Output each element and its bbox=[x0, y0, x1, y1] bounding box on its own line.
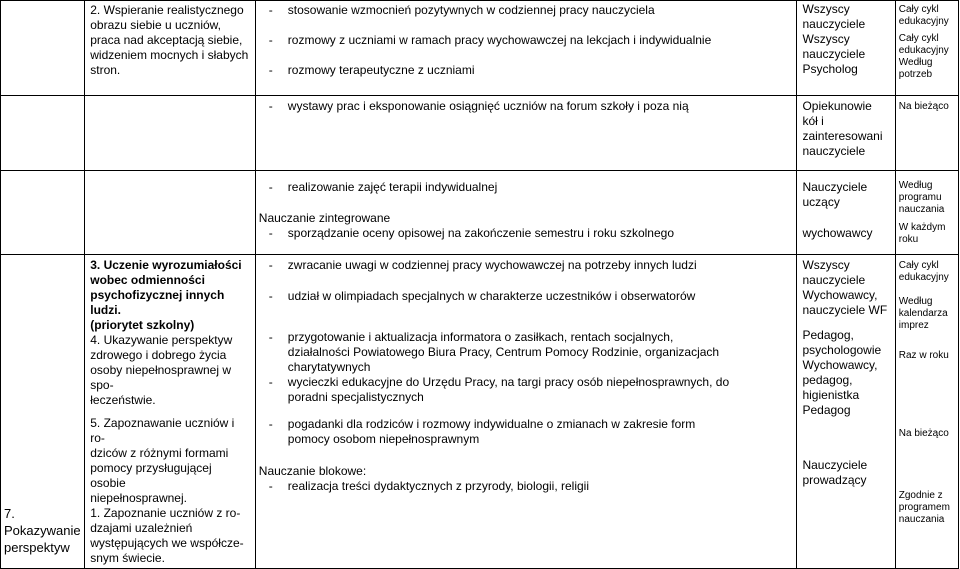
list-item: - realizowanie zajęć terapii indywidualnej bbox=[268, 180, 498, 194]
responsible-cell: Opiekunowie kół i zainteresowani nauczyciele bbox=[797, 96, 895, 171]
deadline-cell: Według programu nauczania W każdym roku bbox=[895, 171, 958, 255]
section-heading: Nauczanie zintegrowane bbox=[258, 211, 391, 225]
responsible-cell: Wszyscy nauczyciele Wychowawcy, nauczyciele WF Pedagog, psychologowie Wychowawcy, pedagog, higienistka Pedagog Nauczyciele prowadzący bbox=[797, 255, 895, 569]
responsible-cell: Nauczyciele uczący wychowawcy bbox=[797, 171, 895, 255]
area-cell: 7. Pokazywanie perspektyw bbox=[1, 255, 85, 569]
task-priority: 3. Uczenie wyrozumiałości wobec odmienności psychofizycznej innych ludzi. (priorytet szkolny) bbox=[90, 258, 242, 332]
list-item: - stosowanie wzmocnień pozytywnych w codziennej pracy nauczyciela bbox=[268, 3, 655, 17]
responsible-cell: Wszyscy nauczyciele Wszyscy nauczyciele Psycholog bbox=[797, 1, 895, 96]
task-cell bbox=[85, 255, 256, 569]
list-item: - wycieczki edukacyjne do Urzędu Pracy, na targi pracy osób niepełnosprawnych, do poradni specjalistycznych bbox=[268, 375, 730, 404]
methods-cell bbox=[255, 1, 797, 96]
deadline-cell: Cały cykl edukacyjny Według kalendarza imprez Raz w roku Na bieżąco Zgodnie z programem nauczania bbox=[895, 255, 958, 569]
table-row bbox=[1, 255, 959, 569]
list-item: - udział w olimpiadach specjalnych w charakterze uczestników i obserwatorów bbox=[268, 289, 696, 303]
list-item: - realizacja treści dydaktycznych z przyrody, biologii, religii bbox=[268, 479, 590, 493]
list-item: - pogadanki dla rodziców i rozmowy indywidualne o zmianach w zakresie form pomocy osobom niepełnosprawnym bbox=[268, 417, 696, 446]
list-item: - sporządzanie oceny opisowej na zakończenie semestru i roku szkolnego bbox=[268, 226, 674, 240]
table-row bbox=[1, 96, 959, 171]
list-item: - rozmowy z uczniami w ramach pracy wychowawczej na lekcjach i indywidualnie bbox=[268, 33, 712, 47]
table-row bbox=[1, 171, 959, 255]
methods-cell bbox=[255, 96, 797, 171]
list-item: - wystawy prac i eksponowanie osiągnięć uczniów na forum szkoły i poza nią bbox=[268, 99, 689, 113]
deadline-cell: Cały cykl edukacyjny Cały cykl edukacyjny Według potrzeb bbox=[895, 1, 958, 96]
table-row bbox=[1, 1, 959, 96]
methods-cell bbox=[255, 171, 797, 255]
list-item: - zwracanie uwagi w codziennej pracy wychowawczej na potrzeby innych ludzi bbox=[268, 258, 697, 272]
task-text: 1. Zapoznanie uczniów z ro- dzajami uzależnień występujących we współcze- snym świecie. bbox=[90, 506, 244, 565]
list-item: - rozmowy terapeutyczne z uczniami bbox=[268, 63, 475, 77]
deadline-cell: Na bieżąco bbox=[895, 96, 958, 171]
list-item: - przygotowanie i aktualizacja informatora o zasiłkach, rentach socjalnych, działalności Powiatowego Biura Pracy, Centrum Pomocy Rodzinie, organizacjach charytatywnych bbox=[268, 330, 720, 374]
area-cell bbox=[1, 1, 85, 96]
task-text: 4. Ukazywanie perspektyw zdrowego i dobrego życia osoby niepełnosprawnej w spo- łeczeństwie. bbox=[90, 333, 233, 407]
task-text: 5. Zapoznawanie uczniów i ro- dziców z różnymi formami pomocy przysługującej osobie niepełnosprawnej. bbox=[90, 416, 235, 505]
task-cell: 2. Wspieranie realistycznego obrazu siebie u uczniów, praca nad akceptacją siebie, widzeniem mocnych i słabych stron. bbox=[85, 1, 256, 96]
section-heading: Nauczanie blokowe: bbox=[258, 464, 367, 478]
methods-cell bbox=[255, 255, 797, 569]
